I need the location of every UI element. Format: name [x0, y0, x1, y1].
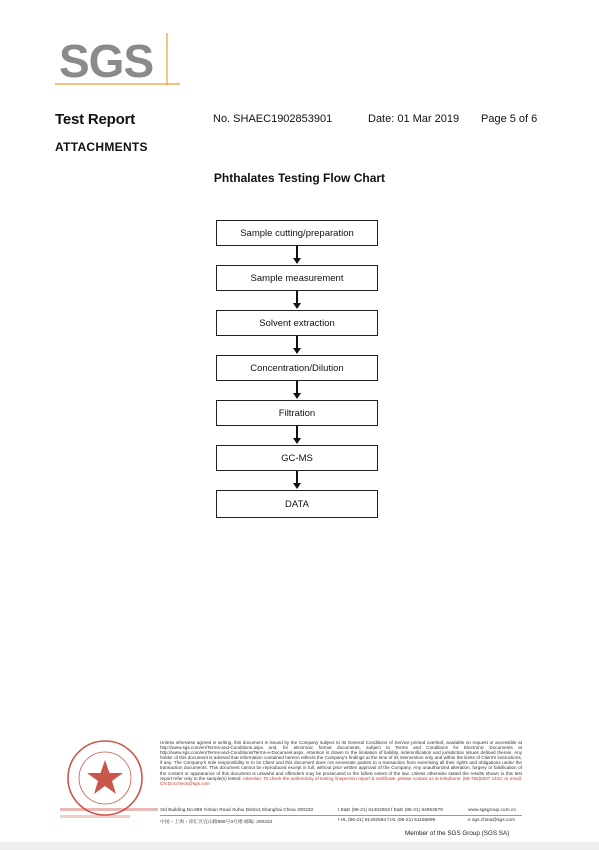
flow-step-gc-ms: GC-MS — [216, 445, 378, 471]
report-title: Test Report — [55, 111, 136, 128]
flow-chart-title: Phthalates Testing Flow Chart — [213, 171, 386, 185]
footer-divider — [160, 815, 522, 816]
section-heading: ATTACHMENTS — [55, 140, 148, 154]
flow-step-data: DATA — [216, 490, 378, 518]
address-en: 3rd Building,No.889 Yishan Road Xuhui District,Shanghai China 200233 — [160, 808, 314, 813]
legal-disclaimer — [160, 740, 522, 786]
flow-step-solvent-extraction: Solvent extraction — [216, 310, 378, 336]
report-date: Date: 01 Mar 2019 — [368, 113, 460, 125]
page-bottom-edge — [0, 842, 599, 850]
website: www.sgsgroup.com.cn — [468, 808, 516, 813]
page-number: Page 5 of 6 — [481, 113, 538, 125]
email: e sgs.china@sgs.com — [468, 818, 515, 823]
phone-en: t E&E (86-21) 61402553 f E&E (86-21) 64953679 — [338, 808, 443, 813]
svg-text:SGS: SGS — [59, 35, 154, 85]
address-cn: 中国・上海・徐汇区宜山路889号3号楼 邮编: 200233 — [160, 820, 273, 825]
member-notice: Member of the SGS Group (SGS SA) — [405, 830, 510, 837]
sgs-logo — [55, 33, 180, 85]
phone-cn: t HL (86-21) 61402594 f HL (86-21) 61156899 — [338, 818, 436, 823]
flow-step-sample-measurement: Sample measurement — [216, 265, 378, 291]
authenticity-notice: Attention: To check the authenticity of testing /inspection report & certificate, please contact us at telephone: (86-755)8307 1443, or email: CN.Doccheck@sgs.com — [160, 775, 523, 786]
flow-step-sample-cutting: Sample cutting/preparation — [216, 220, 378, 246]
inspection-seal-stamp — [60, 738, 158, 824]
report-number: No. SHAEC1902853901 — [213, 113, 333, 125]
flow-step-concentration: Concentration/Dilution — [216, 355, 378, 381]
disclaimer-text: Unless otherwise agreed in writing, this document is issued by the Company subject to its General Conditions of Service printed overleaf, available on request or accessible at http://www.sgs.com/en/Terms-and-Conditions.aspx and, for electronic format documents, subject to Terms and Conditions for Electronic Documents at http://www.sgs.com/en/Terms-and-Conditions/Terms-e-Document.aspx. Attention is drawn to the limitation of liability, indemnification and jurisdiction issues defined therein. Any holder of this document is advised that information contained hereon reflects the Company's findings at the time of its intervention only and within the limits of Client's instructions, if any. The Company's sole responsibility is to its Client and this document does not exonerate parties to a transaction from exercising all their rights and obligations under the transaction documents. This document cannot be reproduced except in full, without prior written approval of the Company. Any unauthorized alteration, forgery or falsification of the content or appearance of this document is unlawful and offenders may be prosecuted to the fullest extent of the law. Unless otherwise stated the results shown in this test report refer only to the sample(s) tested. — [160, 740, 522, 781]
flow-step-filtration: Filtration — [216, 400, 378, 426]
